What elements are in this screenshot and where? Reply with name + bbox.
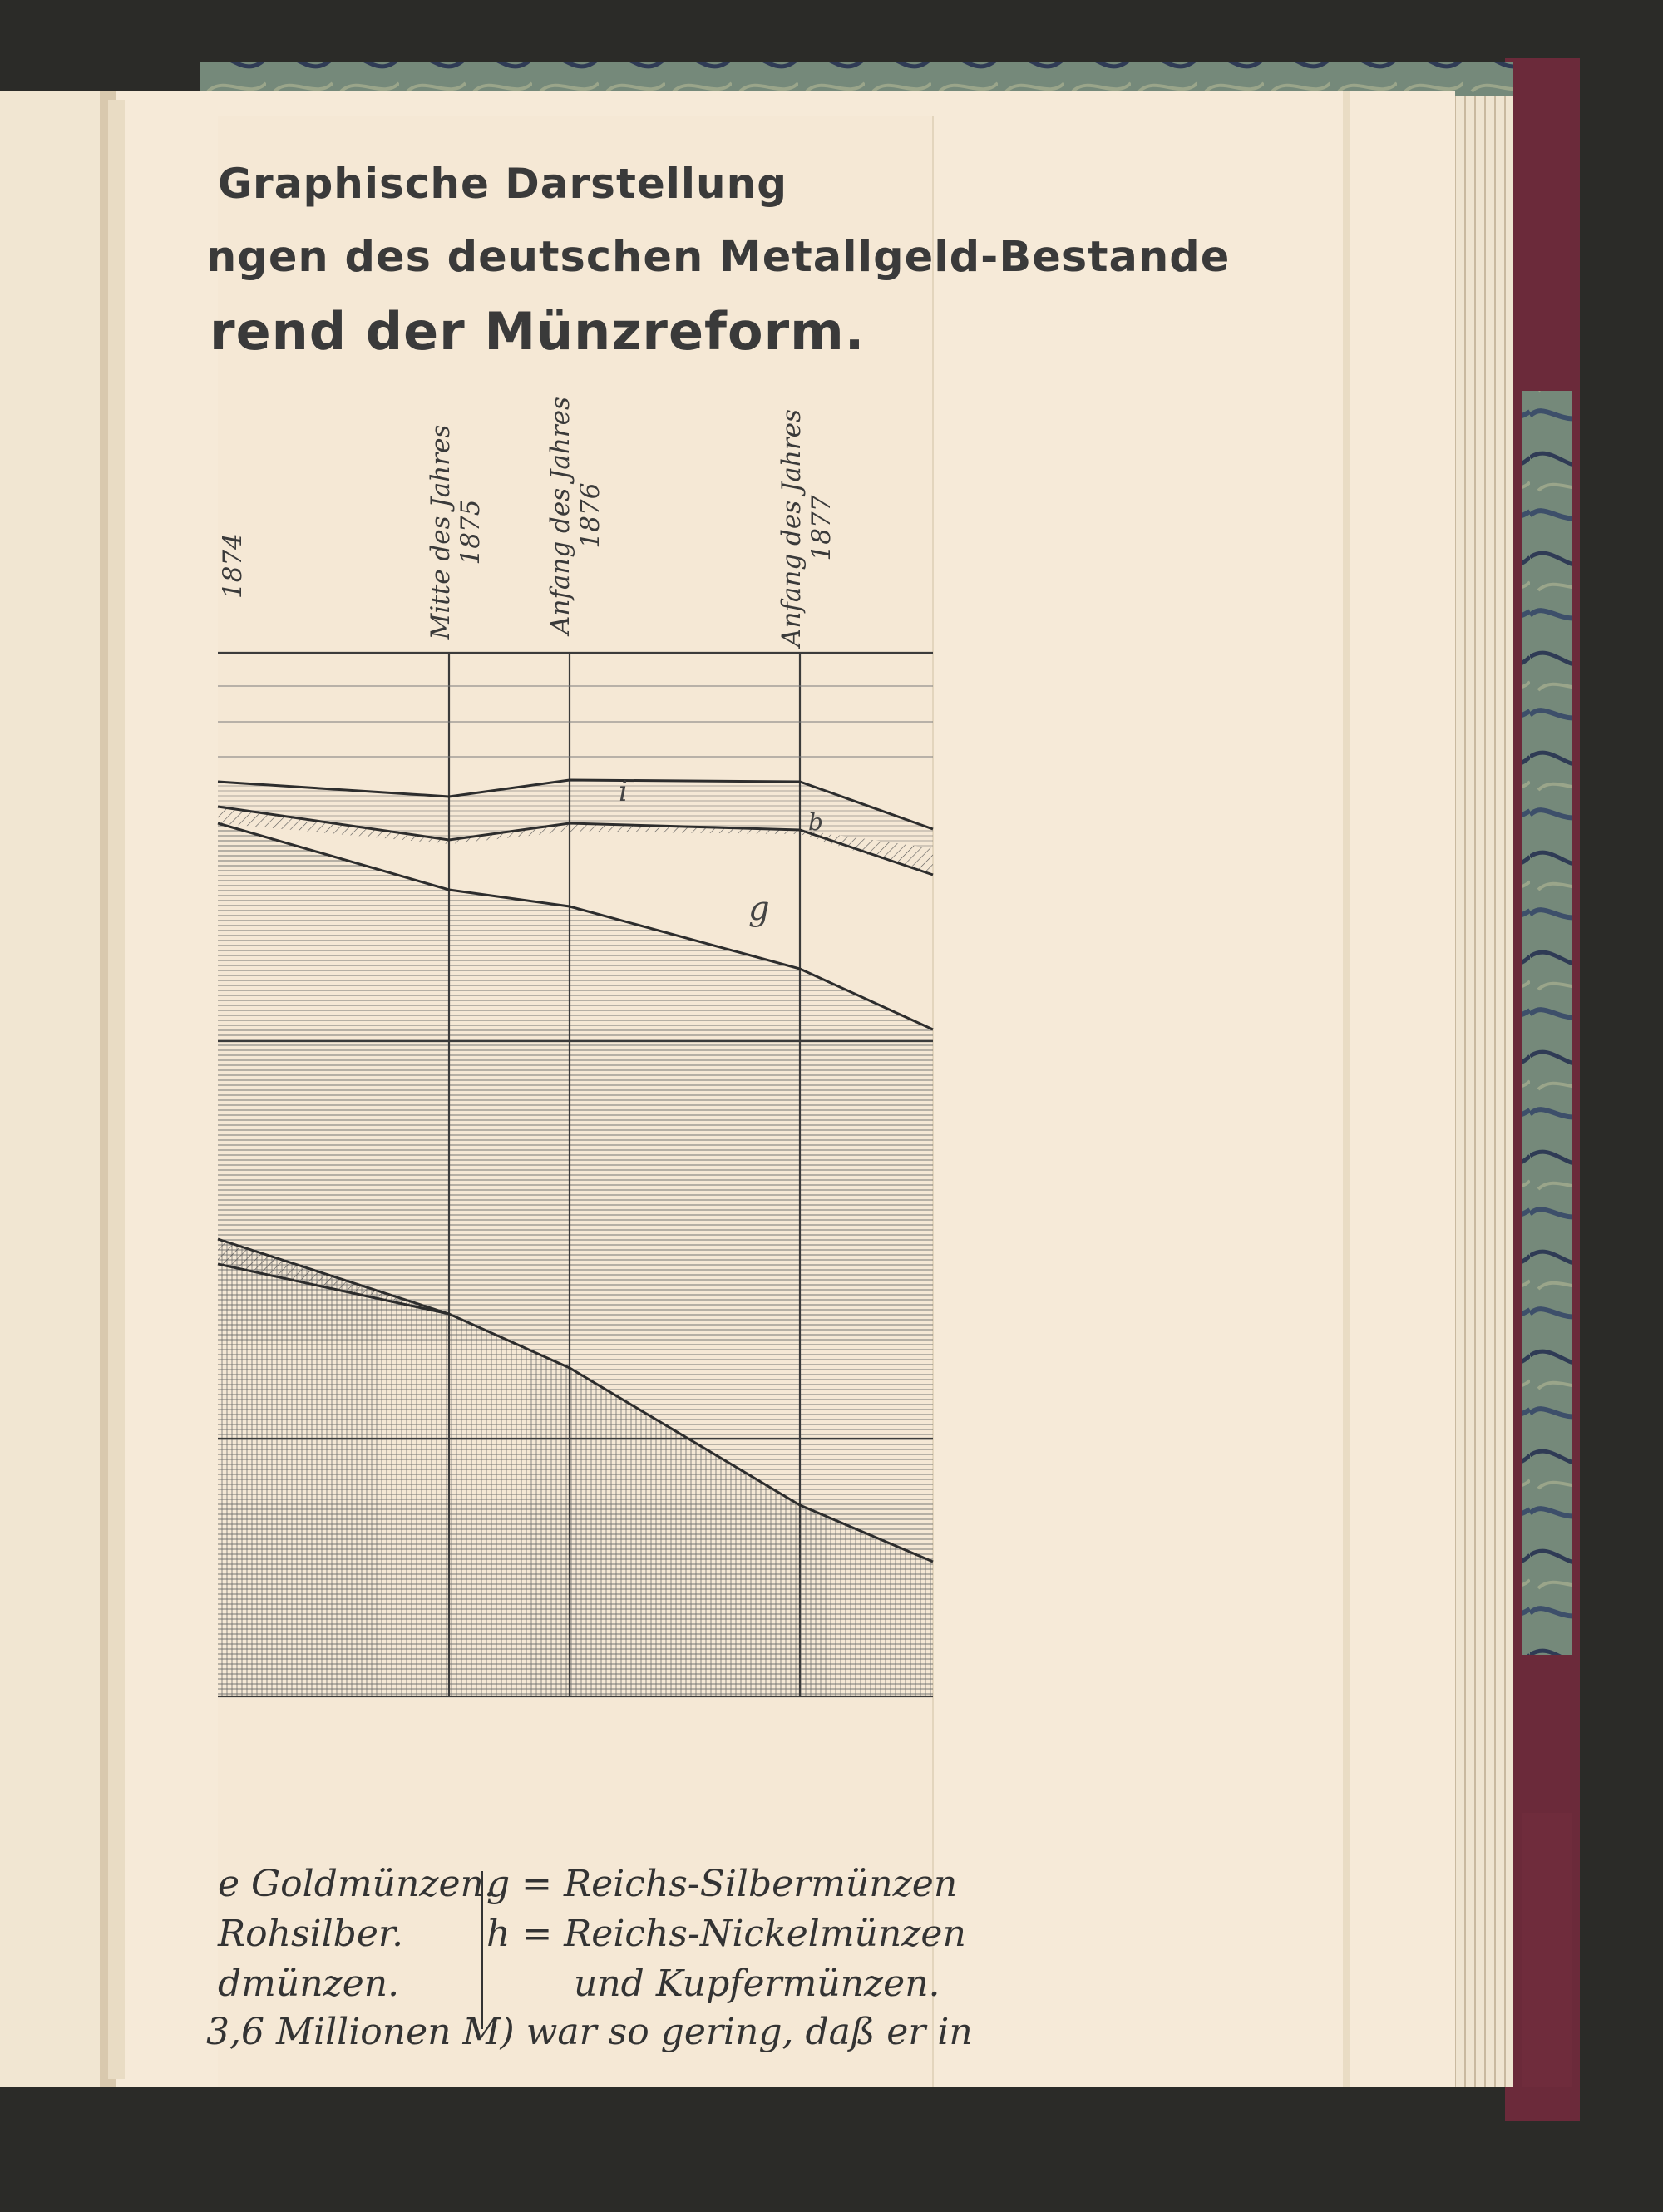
area-label-g: g — [748, 890, 770, 928]
legend-line-2-left: Rohsilber. — [218, 1913, 404, 1955]
legend-line-4: 3,6 Millionen M) war so gering, daß er in — [206, 2011, 973, 2053]
chart-title-line-2: ngen des deutschen Metallgeld-Bestande — [206, 233, 1231, 282]
column-label-start-1876: Anfang des Jahres 1876 — [545, 397, 605, 634]
legend-line-1-right: g = Reichs-Silbermünzen — [486, 1863, 958, 1905]
chart-title-line-3: rend der Münzreform. — [210, 301, 866, 362]
chart-area — [218, 653, 933, 1696]
legend-line-3-left: dmünzen. — [218, 1963, 400, 2005]
legend-line-1-left: e Goldmünzen. — [218, 1863, 496, 1905]
column-label-start-1877: Anfang des Jahres 1877 — [777, 409, 836, 647]
area-label-b: b — [808, 808, 823, 836]
legend-line-3-right: und Kupfermünzen. — [574, 1963, 940, 2005]
chart-title-line-1: Graphische Darstellung — [218, 160, 788, 208]
column-label-mid-1875: Mitte des Jahres 1875 — [426, 424, 486, 640]
area-label-i: i — [619, 775, 628, 808]
legend-line-2-right: h = Reichs-Nickelmünzen — [486, 1913, 966, 1955]
column-label-1874: 1874 — [218, 533, 248, 599]
